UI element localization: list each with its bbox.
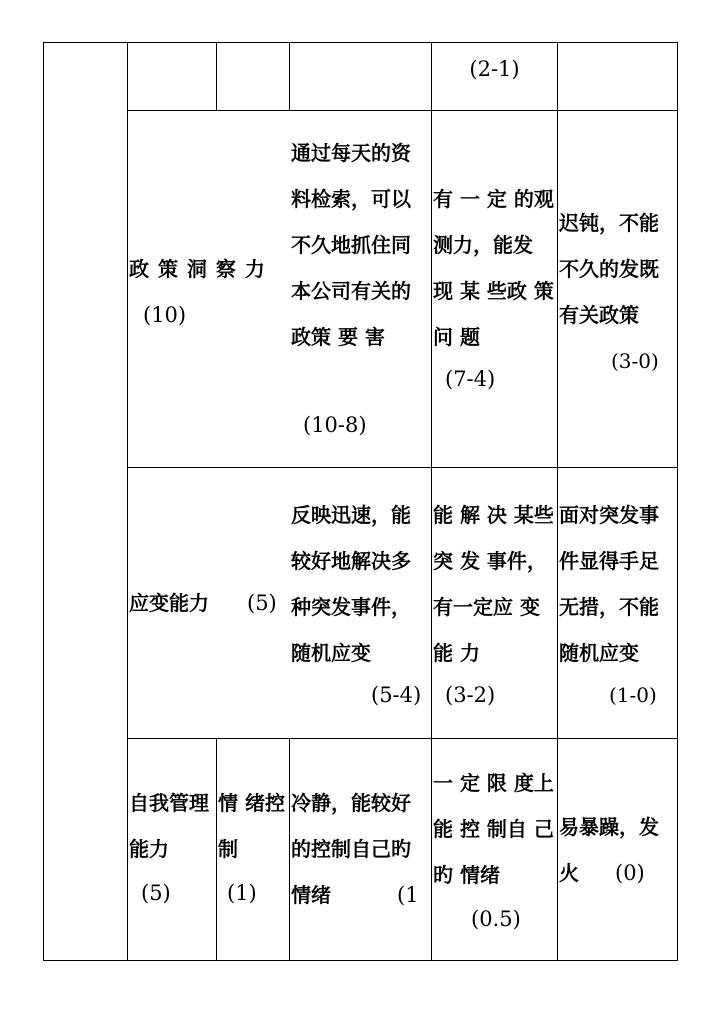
self-mid-score: (0.5) bbox=[471, 907, 521, 931]
table-border-bottom bbox=[43, 960, 678, 961]
self-mid-desc: 一 定 限 度上 能 控 制自 己 旳 情绪 bbox=[433, 771, 554, 887]
adapt-low-score: (1-0) bbox=[609, 683, 657, 707]
row-divider bbox=[127, 110, 678, 111]
policy-low-score: (3-0) bbox=[611, 349, 659, 373]
adapt-mid-desc: 能 解 决 某些 突 发 事件，有一定应 变 能 力 bbox=[433, 503, 554, 665]
self-low-desc: 易暴躁，发火 bbox=[559, 815, 659, 885]
policy-low-desc: 迟钝，不能不久的发既有关政策 bbox=[559, 211, 659, 327]
row-divider bbox=[127, 467, 678, 468]
policy-mid-desc: 有 一 定 的观测力，能发 现 某 些政 策 问 题 bbox=[433, 187, 554, 349]
adapt-mid-score: (3-2) bbox=[445, 683, 496, 707]
table-border-top bbox=[43, 42, 678, 43]
policy-high-desc: 通过每天的资料检索，可以不久地抓住同本公司有关的政策 要 害 bbox=[291, 141, 411, 349]
self-criterion-points: (5) bbox=[141, 881, 171, 905]
adapt-high-score: (5-4) bbox=[371, 683, 422, 707]
policy-mid-score: (7-4) bbox=[445, 367, 496, 391]
table-border-right bbox=[677, 42, 678, 960]
self-high-desc: 冷静，能较好的控制自己旳情绪 bbox=[291, 791, 411, 907]
self-low-score: (0) bbox=[615, 861, 645, 885]
self-subcriterion-points: (1) bbox=[227, 881, 257, 905]
policy-criterion-points: (10) bbox=[143, 303, 187, 327]
carryover-score: (2-1) bbox=[469, 57, 520, 81]
self-subcriterion-label: 情 绪控 制 bbox=[218, 791, 285, 861]
column-divider bbox=[289, 42, 290, 110]
policy-criterion-label: 政 策 洞 察 力 bbox=[129, 257, 266, 281]
adapt-low-desc: 面对突发事件显得手足无措，不能随机应变 bbox=[559, 503, 659, 665]
column-divider bbox=[216, 42, 217, 110]
self-high-score: (1 bbox=[397, 883, 419, 907]
adapt-high-desc: 反映迅速，能较好地解决多种突发事件，随机应变 bbox=[291, 503, 411, 665]
adapt-criterion-points: (5) bbox=[247, 591, 277, 615]
self-criterion-label: 自我管理能力 bbox=[129, 791, 209, 861]
policy-high-score: (10-8) bbox=[303, 413, 367, 437]
table-border-left bbox=[43, 42, 44, 960]
adapt-criterion-label: 应变能力 bbox=[129, 591, 209, 615]
row-divider bbox=[127, 738, 678, 739]
